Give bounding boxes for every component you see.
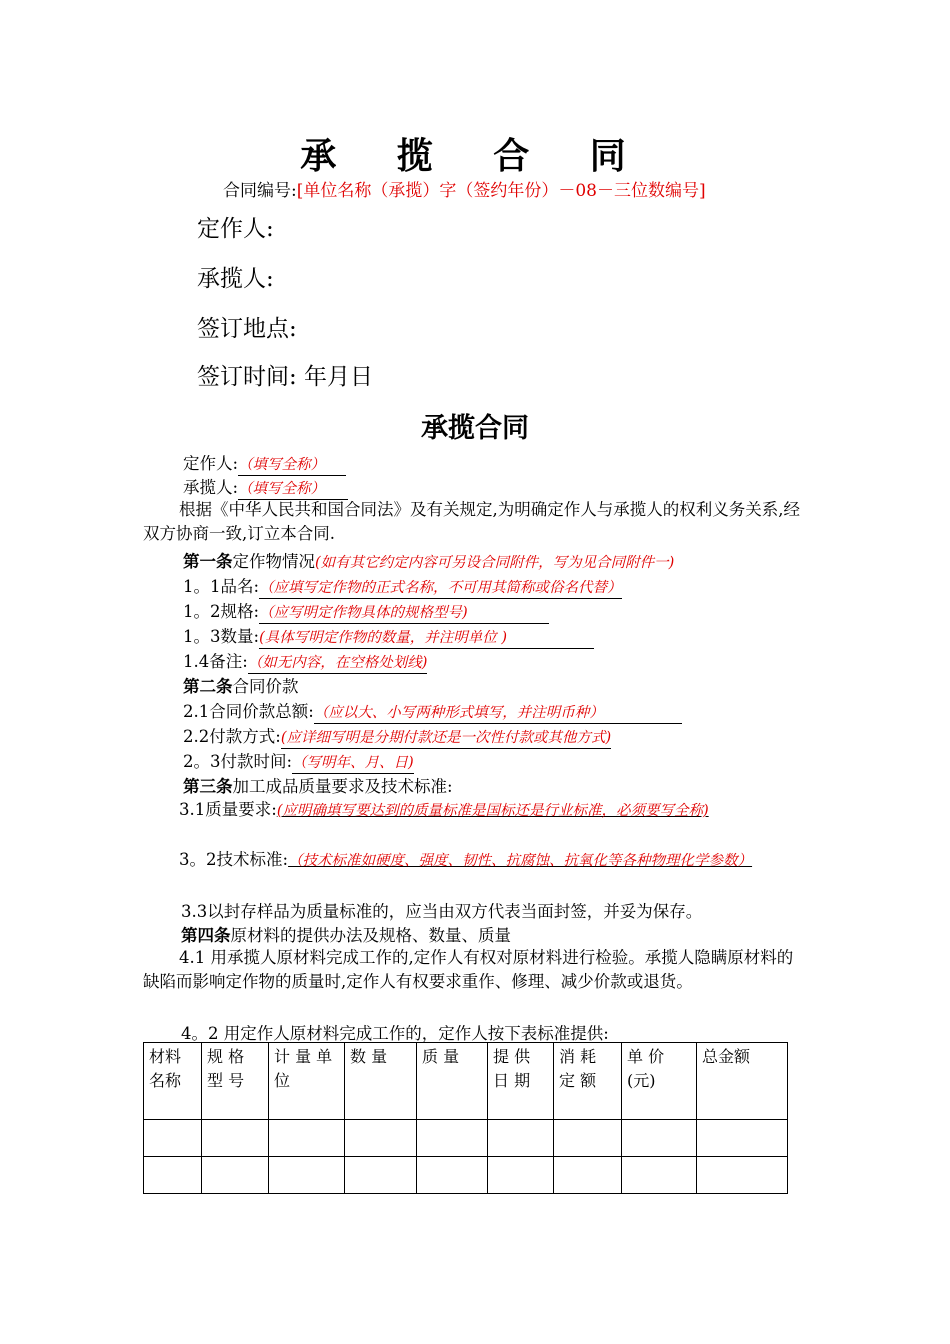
preamble: 根据《中华人民共和国合同法》及有关规定,为明确定作人与承揽人的权利义务关系,经双方协商一致,订立本合同.: [143, 500, 800, 543]
article-2-title: 合同价款: [232, 677, 299, 696]
article-1-title: 定作物情况: [232, 552, 315, 571]
clause-2-2-label: 2.2付款方式:: [183, 727, 281, 746]
clause-2-1-hint: （应以大、小写两种形式填写，并注明币种）: [314, 703, 682, 724]
party-b-line: [183, 474, 348, 500]
article-3-number: 第三条: [183, 777, 233, 796]
table-row: [144, 1157, 788, 1194]
party-a-label: 定作人:: [183, 454, 239, 473]
clause-1-4: [183, 648, 427, 674]
party-b-label: 承揽人:: [183, 478, 239, 497]
table-header-cell: 数 量: [345, 1043, 417, 1120]
article-1: [183, 548, 674, 572]
cover-field-date: 签订时间: 年月日: [197, 364, 374, 390]
clause-3-2-label: 3。2技术标准:: [179, 850, 289, 869]
clause-1-2-hint: （应写明定作物具体的规格型号): [259, 603, 549, 624]
clause-1-2: [183, 598, 549, 624]
table-cell[interactable]: [554, 1120, 622, 1157]
cover-title: 承 揽 合 同: [300, 136, 650, 177]
clause-3-1-hint: (应明确填写要达到的质量标准是国标还是行业标准，必须要写全称): [276, 803, 709, 819]
cover-field-contractor: 承揽人:: [197, 266, 274, 292]
article-2: [183, 673, 299, 697]
table-header-cell: 提 供 日 期: [488, 1043, 554, 1120]
body-title: 承揽合同: [421, 413, 529, 444]
clause-1-4-hint: （如无内容，在空格处划线): [248, 653, 428, 674]
table-cell[interactable]: [622, 1120, 697, 1157]
clause-3-3: 3.3以封存样品为质量标准的，应当由双方代表当面封签，并妥为保存。: [181, 902, 703, 921]
clause-2-3-label: 2。3付款时间:: [183, 752, 293, 771]
article-3-title: 加工成品质量要求及技术标准:: [232, 777, 453, 796]
table-header-row: [144, 1043, 788, 1120]
contract-number-label: 合同编号:: [223, 181, 297, 201]
article-1-hint: (如有其它约定内容可另设合同附件，写为见合同附件一): [315, 555, 675, 571]
table-header-cell: 规 格 型 号: [202, 1043, 269, 1120]
table-header-cell: 总金额: [697, 1043, 788, 1120]
clause-1-1-label: 1。1品名:: [183, 577, 260, 596]
clause-1-3: [183, 623, 594, 649]
party-a-line: [183, 450, 346, 476]
clause-2-2: [183, 723, 611, 749]
article-2-number: 第二条: [183, 677, 233, 696]
clause-2-3: [183, 748, 414, 774]
clause-3-2-hint: （技术标准如硬度、强度、韧性、抗腐蚀、抗氧化等各种物理化学参数）: [288, 853, 753, 869]
clause-3-1-label: 3.1质量要求:: [179, 800, 277, 819]
table-header-cell: 材料名称: [144, 1043, 202, 1120]
contract-number: [223, 176, 706, 201]
table-row: [144, 1120, 788, 1157]
table-cell[interactable]: [697, 1120, 788, 1157]
table-cell[interactable]: [554, 1157, 622, 1194]
table-header-cell: 单 价 (元): [622, 1043, 697, 1120]
clause-3-2: [143, 848, 803, 873]
materials-table: [143, 1042, 788, 1194]
clause-2-3-hint: （写明年、月、日): [292, 753, 414, 774]
cover-field-orderer: 定作人:: [197, 216, 274, 242]
table-cell[interactable]: [202, 1120, 269, 1157]
table-cell[interactable]: [417, 1120, 488, 1157]
clause-1-1-hint: （应填写定作物的正式名称，不可用其简称或俗名代替）: [259, 578, 622, 599]
table-header-cell: 质 量: [417, 1043, 488, 1120]
table-cell[interactable]: [697, 1157, 788, 1194]
clause-2-1-label: 2.1合同价款总额:: [183, 702, 314, 721]
table-header-cell: 计 量 单 位: [269, 1043, 345, 1120]
table-cell[interactable]: [345, 1120, 417, 1157]
clause-1-4-label: 1.4备注:: [183, 652, 248, 671]
clause-4-1: 4.1 用承揽人原材料完成工作的,定作人有权对原材料进行检验。承揽人隐瞒原材料的缺陷而影响定作物的质量时,定作人有权要求重作、修理、减少价款或退货。: [143, 948, 794, 991]
contract-number-hint: [单位名称（承揽）字（签约年份）－08－三位数编号]: [296, 181, 706, 201]
table-cell[interactable]: [144, 1157, 202, 1194]
clause-3-1: [143, 798, 803, 823]
article-4-title: 原材料的提供办法及规格、数量、质量: [230, 926, 511, 945]
article-3: [183, 773, 453, 797]
table-cell[interactable]: [417, 1157, 488, 1194]
cover-field-place: 签订地点:: [197, 316, 297, 342]
clause-2-2-hint: (应详细写明是分期付款还是一次性付款或其他方式): [281, 728, 611, 749]
table-cell[interactable]: [488, 1157, 554, 1194]
table-header-cell: 消 耗 定 额: [554, 1043, 622, 1120]
table-cell[interactable]: [488, 1120, 554, 1157]
article-4-number: 第四条: [181, 926, 231, 945]
party-b-hint: （填写全称）: [238, 479, 348, 500]
table-cell[interactable]: [144, 1120, 202, 1157]
clause-2-1: [183, 698, 682, 724]
table-cell[interactable]: [622, 1157, 697, 1194]
table-cell[interactable]: [345, 1157, 417, 1194]
table-cell[interactable]: [269, 1157, 345, 1194]
clause-1-1: [183, 573, 622, 599]
clause-1-2-label: 1。2规格:: [183, 602, 260, 621]
table-cell[interactable]: [269, 1120, 345, 1157]
clause-1-3-hint: (具体写明定作物的数量，并注明单位 ): [259, 628, 594, 649]
party-a-hint: （填写全称）: [238, 455, 346, 476]
clause-4-2: 4。2 用定作人原材料完成工作的，定作人按下表标准提供:: [181, 1024, 609, 1043]
table-cell[interactable]: [202, 1157, 269, 1194]
article-1-number: 第一条: [183, 552, 233, 571]
clause-1-3-label: 1。3数量:: [183, 627, 260, 646]
article-4: [181, 922, 511, 946]
